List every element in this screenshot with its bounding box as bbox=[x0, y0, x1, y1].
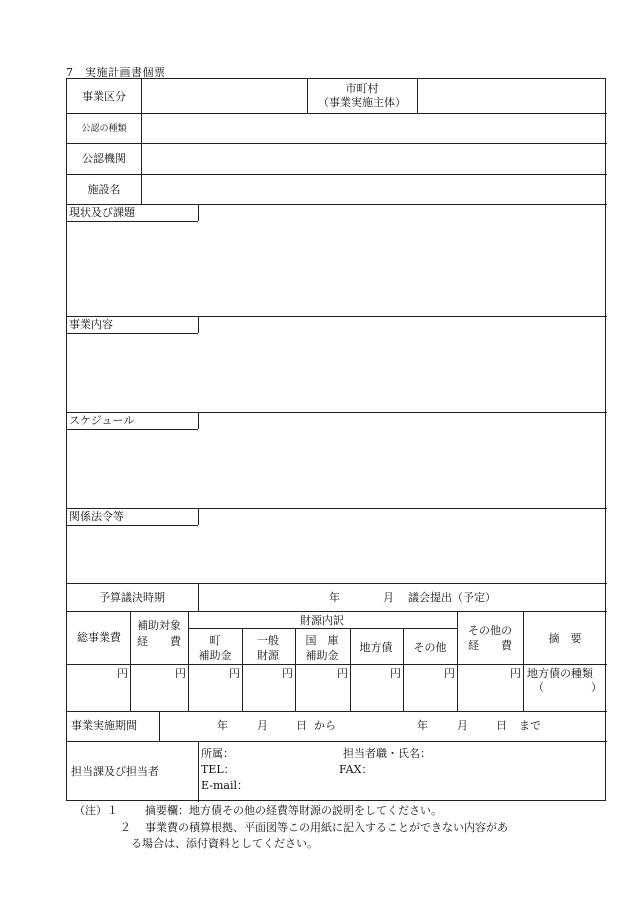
row-divider bbox=[67, 204, 607, 205]
town-subsidy-header: 町 bbox=[209, 634, 221, 647]
note-line-3: る場合は、添付資料としてください。 bbox=[131, 837, 318, 850]
period-start-year: 年 bbox=[217, 719, 228, 732]
shichoson-field[interactable] bbox=[418, 80, 606, 112]
period-start-month: 月 bbox=[257, 719, 268, 732]
row-divider bbox=[67, 611, 607, 612]
yen-unit: 円 bbox=[510, 667, 521, 680]
col-divider bbox=[523, 611, 524, 711]
local-bond-type-label: 地方債の種類 bbox=[527, 667, 593, 680]
fax-label: FAX： bbox=[339, 763, 373, 776]
yen-unit: 円 bbox=[229, 667, 240, 680]
national-subsidy-header-2: 補助金 bbox=[305, 649, 339, 662]
col-divider bbox=[198, 508, 199, 525]
col-divider bbox=[350, 628, 351, 711]
row-divider bbox=[67, 412, 607, 413]
note-line-1: 摘要欄：地方債その他の経費等財源の説明をしてください。 bbox=[145, 804, 442, 817]
naiyo-label: 事業内容 bbox=[69, 318, 113, 331]
budget-submission: 議会提出（予定） bbox=[408, 591, 496, 604]
col-divider bbox=[198, 583, 199, 611]
form-title: 7 実施計画書個票 bbox=[66, 66, 166, 79]
remarks-header: 摘 要 bbox=[548, 632, 582, 645]
shichoson-sub-label: （事業実施主体） bbox=[318, 96, 406, 109]
general-fund-header-2: 財源 bbox=[257, 649, 279, 662]
row-divider bbox=[67, 711, 607, 712]
yen-unit: 円 bbox=[282, 667, 293, 680]
period-end-day: 日 bbox=[496, 719, 507, 732]
col-divider bbox=[198, 316, 199, 333]
genjo-label: 現状及び課題 bbox=[69, 206, 135, 219]
general-fund-header: 一般 bbox=[257, 634, 279, 647]
person-label: 担当者職・氏名： bbox=[343, 747, 431, 760]
row-divider bbox=[188, 628, 457, 629]
yen-unit: 円 bbox=[337, 667, 348, 680]
row-divider bbox=[67, 508, 607, 509]
subsidy-target-header-2: 経 費 bbox=[137, 635, 181, 648]
shisetsu-mei-label: 施設名 bbox=[87, 183, 121, 196]
horei-label: 関係法令等 bbox=[69, 510, 124, 523]
subsidy-target-header: 補助対象 bbox=[137, 619, 181, 632]
shisetsu-mei-field[interactable] bbox=[142, 175, 606, 204]
town-subsidy-header-2: 補助金 bbox=[198, 649, 232, 662]
yen-unit: 円 bbox=[390, 667, 401, 680]
konin-shurui-label: 公認の種類 bbox=[81, 124, 127, 134]
tel-label: TEL： bbox=[201, 763, 235, 776]
konin-shurui-field[interactable] bbox=[142, 114, 606, 143]
col-divider bbox=[242, 628, 243, 711]
col-divider bbox=[130, 611, 131, 711]
yen-unit: 円 bbox=[444, 667, 455, 680]
plan-form-table bbox=[66, 78, 606, 801]
funding-breakdown-header: 財源内訳 bbox=[300, 614, 344, 627]
period-label: 事業実施期間 bbox=[71, 719, 137, 732]
col-divider bbox=[403, 628, 404, 711]
contact-label: 担当課及び担当者 bbox=[71, 765, 159, 778]
row-divider bbox=[67, 583, 607, 584]
other-cost-header: その他の bbox=[468, 624, 512, 637]
row-divider bbox=[67, 316, 607, 317]
row-divider bbox=[67, 741, 607, 742]
konin-kikan-label: 公認機関 bbox=[82, 152, 126, 165]
col-divider bbox=[198, 412, 199, 429]
schedule-field[interactable] bbox=[68, 430, 606, 508]
yen-unit: 円 bbox=[117, 667, 128, 680]
jigyo-kubun-label: 事業区分 bbox=[82, 90, 126, 103]
col-divider bbox=[295, 628, 296, 711]
budget-year: 年 bbox=[329, 591, 340, 604]
naiyo-field[interactable] bbox=[68, 334, 606, 412]
shichoson-label: 市町村 bbox=[345, 82, 379, 95]
local-bond-header: 地方債 bbox=[359, 641, 393, 654]
budget-month: 月 bbox=[383, 591, 394, 604]
period-start-day: 日 bbox=[296, 719, 307, 732]
horei-field[interactable] bbox=[68, 526, 606, 583]
yen-unit: 円 bbox=[175, 667, 186, 680]
col-divider bbox=[457, 611, 458, 711]
period-until: まで bbox=[519, 719, 541, 732]
national-subsidy-header: 国 庫 bbox=[305, 634, 339, 647]
paren-close: ） bbox=[591, 681, 602, 694]
other-cost-header-2: 経 費 bbox=[468, 639, 512, 652]
row-divider bbox=[67, 664, 607, 665]
period-end-year: 年 bbox=[417, 719, 428, 732]
col-divider bbox=[307, 79, 308, 113]
email-label: E-mail： bbox=[201, 779, 248, 792]
col-divider bbox=[198, 204, 199, 221]
genjo-field[interactable] bbox=[68, 222, 606, 316]
period-end-month: 月 bbox=[457, 719, 468, 732]
col-divider bbox=[198, 741, 199, 802]
col-divider bbox=[188, 611, 189, 711]
budget-label: 予算議決時期 bbox=[99, 591, 165, 604]
note-prefix: （注）１ bbox=[74, 804, 118, 817]
period-from: から bbox=[314, 719, 336, 732]
affiliation-label: 所属： bbox=[201, 747, 234, 760]
konin-kikan-field[interactable] bbox=[142, 144, 606, 174]
jigyo-kubun-field[interactable] bbox=[142, 80, 306, 112]
total-cost-header: 総事業費 bbox=[77, 631, 121, 644]
other-header: その他 bbox=[413, 641, 447, 654]
note-num-2: ２ bbox=[120, 821, 131, 834]
paren-open: （ bbox=[533, 681, 544, 694]
col-divider bbox=[159, 711, 160, 741]
note-line-2: 事業費の積算根拠、平面図等この用紙に記入することができない内容があ bbox=[145, 821, 508, 834]
schedule-label: スケジュール bbox=[69, 414, 135, 427]
